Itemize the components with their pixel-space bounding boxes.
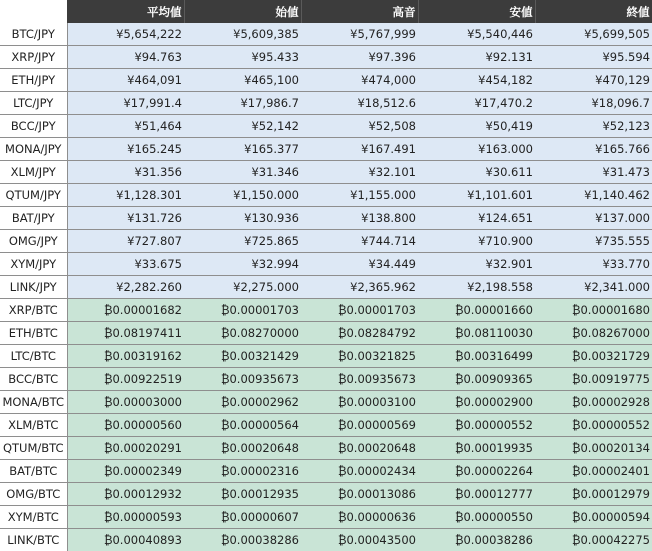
price-cell: ₿0.08284792 <box>301 322 418 345</box>
price-cell: ¥710.900 <box>418 230 535 253</box>
price-cell: ¥33.675 <box>67 253 184 276</box>
price-cell: ₿0.08110030 <box>418 322 535 345</box>
price-cell: ¥32.101 <box>301 161 418 184</box>
pair-label: XRP/JPY <box>0 46 67 69</box>
price-cell: ₿0.00935673 <box>184 368 301 391</box>
price-cell: ₿0.00001660 <box>418 299 535 322</box>
price-cell: ¥464,091 <box>67 69 184 92</box>
price-cell: ₿0.00001680 <box>535 299 652 322</box>
price-cell: ¥33.770 <box>535 253 652 276</box>
price-cell: ¥31.346 <box>184 161 301 184</box>
price-cell: ₿0.00001682 <box>67 299 184 322</box>
price-cell: ₿0.00002962 <box>184 391 301 414</box>
price-cell: ¥5,654,222 <box>67 23 184 46</box>
price-cell: ₿0.00012932 <box>67 483 184 506</box>
price-cell: ₿0.00002264 <box>418 460 535 483</box>
price-cell: ¥18,512.6 <box>301 92 418 115</box>
price-cell: ¥727.807 <box>67 230 184 253</box>
pair-label: XLM/JPY <box>0 161 67 184</box>
table-row <box>0 69 652 92</box>
price-cell: ¥165.766 <box>535 138 652 161</box>
price-cell: ₿0.00001703 <box>184 299 301 322</box>
price-cell: ¥5,540,446 <box>418 23 535 46</box>
header-close: 終値 <box>535 0 652 23</box>
price-cell: ₿0.00000550 <box>418 506 535 529</box>
table-row <box>0 414 652 437</box>
price-cell: ¥1,128.301 <box>67 184 184 207</box>
price-cell: ₿0.00000594 <box>535 506 652 529</box>
price-cell: ₿0.00000552 <box>418 414 535 437</box>
price-cell: ₿0.00000636 <box>301 506 418 529</box>
pair-label: LINK/JPY <box>0 276 67 299</box>
price-cell: ¥17,991.4 <box>67 92 184 115</box>
price-cell: ₿0.00020648 <box>301 437 418 460</box>
price-cell: ₿0.00319162 <box>67 345 184 368</box>
price-cell: ¥5,609,385 <box>184 23 301 46</box>
price-cell: ¥474,000 <box>301 69 418 92</box>
table-row <box>0 345 652 368</box>
price-cell: ¥51,464 <box>67 115 184 138</box>
price-cell: ¥17,986.7 <box>184 92 301 115</box>
table-row <box>0 92 652 115</box>
header-average: 平均値 <box>67 0 184 23</box>
price-cell: ₿0.00012979 <box>535 483 652 506</box>
price-cell: ¥1,150.000 <box>184 184 301 207</box>
table-row <box>0 483 652 506</box>
price-cell: ₿0.00000569 <box>301 414 418 437</box>
price-cell: ¥167.491 <box>301 138 418 161</box>
price-cell: ₿0.00012777 <box>418 483 535 506</box>
price-cell: ¥725.865 <box>184 230 301 253</box>
price-cell: ₿0.08270000 <box>184 322 301 345</box>
pair-label: MONA/BTC <box>0 391 67 414</box>
table-row <box>0 299 652 322</box>
price-cell: ₿0.00321429 <box>184 345 301 368</box>
price-cell: ₿0.00000564 <box>184 414 301 437</box>
price-cell: ¥32.901 <box>418 253 535 276</box>
price-cell: ₿0.00042275 <box>535 529 652 551</box>
price-cell: ¥165.377 <box>184 138 301 161</box>
pair-label: BCC/BTC <box>0 368 67 391</box>
pair-label: XLM/BTC <box>0 414 67 437</box>
price-cell: ₿0.00002316 <box>184 460 301 483</box>
pair-label: XYM/BTC <box>0 506 67 529</box>
price-cell: ¥95.433 <box>184 46 301 69</box>
price-cell: ¥31.473 <box>535 161 652 184</box>
header-open: 始値 <box>184 0 301 23</box>
price-cell: ¥5,699,505 <box>535 23 652 46</box>
price-cell: ¥163.000 <box>418 138 535 161</box>
pair-label: BAT/JPY <box>0 207 67 230</box>
table-row <box>0 391 652 414</box>
price-cell: ¥97.396 <box>301 46 418 69</box>
price-cell: ¥1,140.462 <box>535 184 652 207</box>
price-cell: ₿0.00001703 <box>301 299 418 322</box>
header-high: 高音 <box>301 0 418 23</box>
price-cell: ₿0.00000560 <box>67 414 184 437</box>
price-cell: ₿0.00002349 <box>67 460 184 483</box>
table-header <box>0 0 652 23</box>
price-cell: ¥130.936 <box>184 207 301 230</box>
price-cell: ¥52,142 <box>184 115 301 138</box>
pair-label: LTC/BTC <box>0 345 67 368</box>
table-row <box>0 138 652 161</box>
table-row <box>0 207 652 230</box>
table-row <box>0 161 652 184</box>
price-cell: ¥34.449 <box>301 253 418 276</box>
table-row <box>0 253 652 276</box>
price-cell: ₿0.00002401 <box>535 460 652 483</box>
price-cell: ₿0.00935673 <box>301 368 418 391</box>
pair-label: QTUM/BTC <box>0 437 67 460</box>
price-cell: ₿0.08197411 <box>67 322 184 345</box>
table-row <box>0 368 652 391</box>
price-cell: ₿0.00019935 <box>418 437 535 460</box>
table-row <box>0 115 652 138</box>
price-cell: ¥2,365.962 <box>301 276 418 299</box>
table-row <box>0 529 652 551</box>
price-cell: ¥32.994 <box>184 253 301 276</box>
price-cell: ₿0.00316499 <box>418 345 535 368</box>
table-row <box>0 276 652 299</box>
table-row <box>0 230 652 253</box>
price-cell: ₿0.00043500 <box>301 529 418 551</box>
header-row <box>0 0 652 23</box>
pair-label: BTC/JPY <box>0 23 67 46</box>
pair-label: XYM/JPY <box>0 253 67 276</box>
price-cell: ¥1,101.601 <box>418 184 535 207</box>
pair-label: BCC/JPY <box>0 115 67 138</box>
pair-label: ETH/BTC <box>0 322 67 345</box>
price-cell: ¥52,123 <box>535 115 652 138</box>
price-cell: ₿0.08267000 <box>535 322 652 345</box>
price-cell: ¥18,096.7 <box>535 92 652 115</box>
price-cell: ₿0.00909365 <box>418 368 535 391</box>
pair-label: MONA/JPY <box>0 138 67 161</box>
header-low: 安値 <box>418 0 535 23</box>
price-cell: ₿0.00000552 <box>535 414 652 437</box>
price-cell: ₿0.00020648 <box>184 437 301 460</box>
price-cell: ¥5,767,999 <box>301 23 418 46</box>
price-cell: ¥2,198.558 <box>418 276 535 299</box>
jpy-section <box>0 23 652 299</box>
table-row <box>0 437 652 460</box>
price-cell: ₿0.00321729 <box>535 345 652 368</box>
price-cell: ₿0.00003000 <box>67 391 184 414</box>
pair-label: QTUM/JPY <box>0 184 67 207</box>
pair-label: LINK/BTC <box>0 529 67 551</box>
price-cell: ₿0.00003100 <box>301 391 418 414</box>
price-cell: ₿0.00002900 <box>418 391 535 414</box>
price-cell: ₿0.00038286 <box>418 529 535 551</box>
price-cell: ¥94.763 <box>67 46 184 69</box>
price-cell: ¥2,282.260 <box>67 276 184 299</box>
btc-section <box>0 299 652 551</box>
table-row <box>0 460 652 483</box>
price-cell: ¥50,419 <box>418 115 535 138</box>
price-cell: ¥31.356 <box>67 161 184 184</box>
price-cell: ₿0.00922519 <box>67 368 184 391</box>
table-row <box>0 23 652 46</box>
price-cell: ¥131.726 <box>67 207 184 230</box>
price-cell: ₿0.00002928 <box>535 391 652 414</box>
price-cell: ¥165.245 <box>67 138 184 161</box>
price-cell: ¥470,129 <box>535 69 652 92</box>
price-cell: ¥137.000 <box>535 207 652 230</box>
pair-label: XRP/BTC <box>0 299 67 322</box>
price-cell: ₿0.00038286 <box>184 529 301 551</box>
price-cell: ₿0.00020134 <box>535 437 652 460</box>
price-cell: ₿0.00012935 <box>184 483 301 506</box>
price-cell: ¥124.651 <box>418 207 535 230</box>
pair-label: BAT/BTC <box>0 460 67 483</box>
pair-label: ETH/JPY <box>0 69 67 92</box>
price-cell: ¥30.611 <box>418 161 535 184</box>
price-cell: ₿0.00013086 <box>301 483 418 506</box>
table-row <box>0 46 652 69</box>
pair-label: OMG/JPY <box>0 230 67 253</box>
price-cell: ₿0.00020291 <box>67 437 184 460</box>
price-cell: ¥92.131 <box>418 46 535 69</box>
price-cell: ₿0.00040893 <box>67 529 184 551</box>
price-cell: ¥454,182 <box>418 69 535 92</box>
price-cell: ¥735.555 <box>535 230 652 253</box>
price-cell: ¥52,508 <box>301 115 418 138</box>
price-cell: ¥465,100 <box>184 69 301 92</box>
price-cell: ₿0.00000607 <box>184 506 301 529</box>
price-cell: ¥744.714 <box>301 230 418 253</box>
price-cell: ₿0.00000593 <box>67 506 184 529</box>
price-cell: ₿0.00321825 <box>301 345 418 368</box>
table-row <box>0 184 652 207</box>
header-corner <box>0 0 67 23</box>
price-cell: ¥17,470.2 <box>418 92 535 115</box>
price-cell: ₿0.00919775 <box>535 368 652 391</box>
pair-label: OMG/BTC <box>0 483 67 506</box>
price-cell: ¥1,155.000 <box>301 184 418 207</box>
price-cell: ¥138.800 <box>301 207 418 230</box>
table-row <box>0 506 652 529</box>
price-cell: ₿0.00002434 <box>301 460 418 483</box>
pair-label: LTC/JPY <box>0 92 67 115</box>
price-cell: ¥95.594 <box>535 46 652 69</box>
price-cell: ¥2,341.000 <box>535 276 652 299</box>
table-row <box>0 322 652 345</box>
price-cell: ¥2,275.000 <box>184 276 301 299</box>
